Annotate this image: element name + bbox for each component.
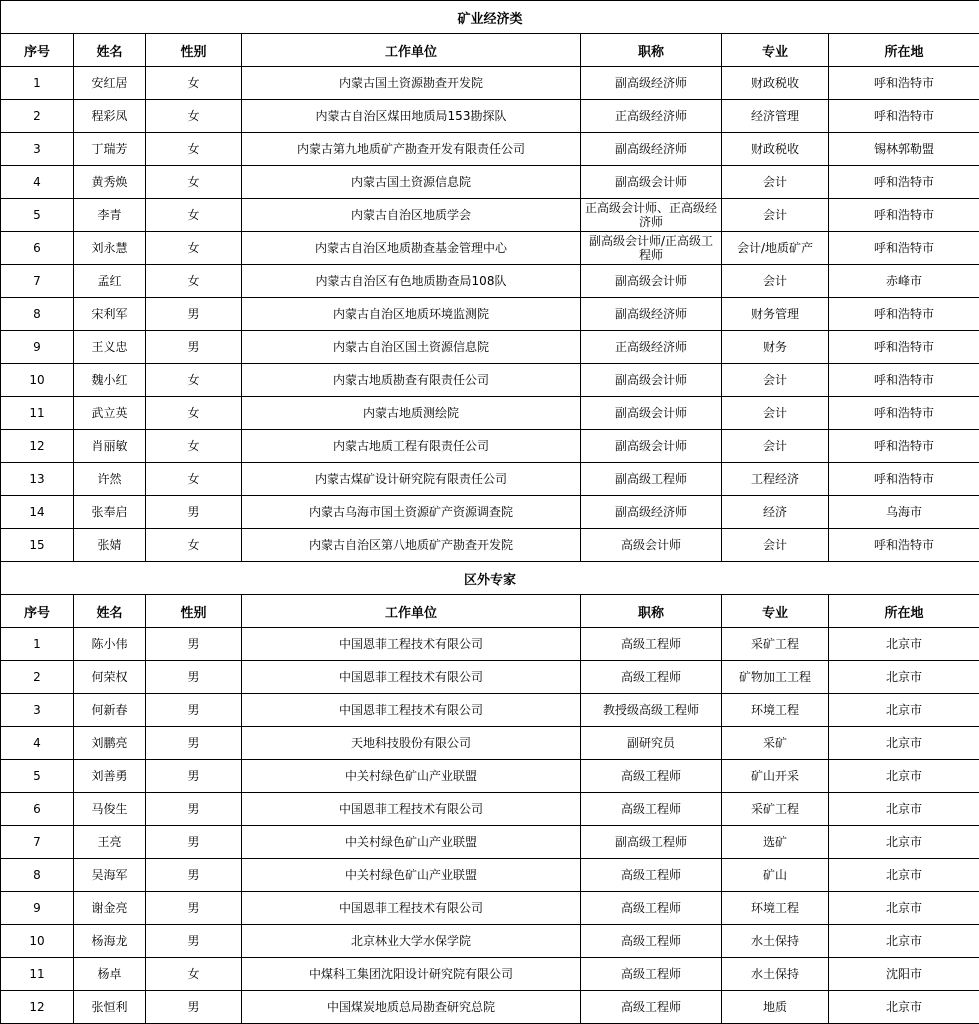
cell-col-workplace: 中关村绿色矿山产业联盟	[242, 760, 581, 793]
cell-col-name: 何新春	[74, 694, 146, 727]
cell-col-specialty: 环境工程	[722, 892, 829, 925]
header-col-gender: 性别	[146, 595, 242, 628]
cell-col-title: 高级工程师	[581, 892, 722, 925]
cell-col-title: 副高级经济师	[581, 298, 722, 331]
cell-col-gender: 男	[146, 760, 242, 793]
cell-col-location: 呼和浩特市	[829, 463, 979, 496]
cell-col-title: 副高级会计师	[581, 166, 722, 199]
cell-col-workplace: 内蒙古国土资源信息院	[242, 166, 581, 199]
external-experts-title-row	[1, 562, 979, 595]
cell-col-workplace: 中关村绿色矿山产业联盟	[242, 826, 581, 859]
cell-col-location: 呼和浩特市	[829, 397, 979, 430]
external-experts-table-row	[1, 793, 979, 826]
cell-col-gender: 男	[146, 925, 242, 958]
cell-col-specialty: 矿物加工工程	[722, 661, 829, 694]
cell-col-name: 陈小伟	[74, 628, 146, 661]
cell-col-name: 肖丽敏	[74, 430, 146, 463]
cell-col-name: 孟红	[74, 265, 146, 298]
cell-col-workplace: 中国恩菲工程技术有限公司	[242, 661, 581, 694]
cell-col-title: 副高级会计师/正高级工程师	[581, 232, 722, 265]
cell-col-specialty: 矿山开采	[722, 760, 829, 793]
cell-col-title: 副高级经济师	[581, 496, 722, 529]
header-col-gender: 性别	[146, 34, 242, 67]
cell-col-name: 安红居	[74, 67, 146, 100]
external-experts-header-row	[1, 595, 979, 628]
cell-col-workplace: 内蒙古自治区有色地质勘查局108队	[242, 265, 581, 298]
cell-col-title: 副高级会计师	[581, 430, 722, 463]
cell-col-location: 乌海市	[829, 496, 979, 529]
mining-economics-table-row	[1, 232, 979, 265]
header-col-title: 职称	[581, 595, 722, 628]
cell-col-title: 高级会计师	[581, 529, 722, 562]
external-experts-table-row	[1, 727, 979, 760]
cell-col-location: 北京市	[829, 826, 979, 859]
cell-col-index: 2	[1, 661, 74, 694]
cell-col-gender: 女	[146, 265, 242, 298]
cell-col-specialty: 环境工程	[722, 694, 829, 727]
cell-col-index: 1	[1, 67, 74, 100]
cell-col-specialty: 财务管理	[722, 298, 829, 331]
cell-col-specialty: 选矿	[722, 826, 829, 859]
mining-economics-table-row	[1, 298, 979, 331]
external-experts-table-row	[1, 991, 979, 1024]
cell-col-title: 高级工程师	[581, 991, 722, 1024]
cell-col-location: 北京市	[829, 859, 979, 892]
cell-col-index: 8	[1, 298, 74, 331]
header-col-name: 姓名	[74, 595, 146, 628]
cell-col-name: 吴海军	[74, 859, 146, 892]
cell-col-gender: 女	[146, 397, 242, 430]
cell-col-gender: 女	[146, 463, 242, 496]
external-experts-title: 区外专家	[1, 562, 979, 595]
cell-col-specialty: 会计	[722, 199, 829, 232]
mining-economics-table-row	[1, 166, 979, 199]
cell-col-gender: 男	[146, 859, 242, 892]
cell-col-specialty: 会计	[722, 364, 829, 397]
cell-col-gender: 男	[146, 727, 242, 760]
mining-economics-table-row	[1, 67, 979, 100]
cell-col-title: 高级工程师	[581, 760, 722, 793]
cell-col-gender: 女	[146, 67, 242, 100]
cell-col-name: 谢金亮	[74, 892, 146, 925]
header-col-specialty: 专业	[722, 34, 829, 67]
cell-col-specialty: 水土保持	[722, 925, 829, 958]
cell-col-specialty: 矿山	[722, 859, 829, 892]
mining-economics-table-row	[1, 265, 979, 298]
cell-col-specialty: 会计/地质矿产	[722, 232, 829, 265]
cell-col-name: 王亮	[74, 826, 146, 859]
cell-col-location: 呼和浩特市	[829, 67, 979, 100]
cell-col-name: 程彩凤	[74, 100, 146, 133]
cell-col-specialty: 采矿工程	[722, 793, 829, 826]
cell-col-workplace: 内蒙古煤矿设计研究院有限责任公司	[242, 463, 581, 496]
cell-col-title: 副高级经济师	[581, 133, 722, 166]
cell-col-index: 4	[1, 166, 74, 199]
mining-economics-header-row	[1, 34, 979, 67]
cell-col-location: 北京市	[829, 760, 979, 793]
cell-col-name: 刘鹏亮	[74, 727, 146, 760]
header-col-index: 序号	[1, 595, 74, 628]
cell-col-index: 7	[1, 265, 74, 298]
external-experts-table-row	[1, 925, 979, 958]
cell-col-location: 呼和浩特市	[829, 100, 979, 133]
cell-col-workplace: 中国煤炭地质总局勘查研究总院	[242, 991, 581, 1024]
header-col-workplace: 工作单位	[242, 34, 581, 67]
cell-col-location: 呼和浩特市	[829, 166, 979, 199]
cell-col-name: 魏小红	[74, 364, 146, 397]
cell-col-gender: 男	[146, 496, 242, 529]
cell-col-name: 杨海龙	[74, 925, 146, 958]
cell-col-gender: 男	[146, 826, 242, 859]
cell-col-specialty: 会计	[722, 397, 829, 430]
cell-col-workplace: 中国恩菲工程技术有限公司	[242, 892, 581, 925]
cell-col-index: 8	[1, 859, 74, 892]
cell-col-name: 张婧	[74, 529, 146, 562]
cell-col-index: 15	[1, 529, 74, 562]
header-col-location: 所在地	[829, 595, 979, 628]
cell-col-location: 北京市	[829, 628, 979, 661]
cell-col-workplace: 北京林业大学水保学院	[242, 925, 581, 958]
cell-col-index: 3	[1, 694, 74, 727]
cell-col-location: 北京市	[829, 661, 979, 694]
cell-col-index: 4	[1, 727, 74, 760]
cell-col-title: 副高级工程师	[581, 826, 722, 859]
cell-col-workplace: 中关村绿色矿山产业联盟	[242, 859, 581, 892]
cell-col-index: 6	[1, 232, 74, 265]
cell-col-location: 呼和浩特市	[829, 199, 979, 232]
cell-col-gender: 男	[146, 793, 242, 826]
mining-economics-title-row	[1, 1, 979, 34]
cell-col-specialty: 地质	[722, 991, 829, 1024]
header-col-workplace: 工作单位	[242, 595, 581, 628]
cell-col-specialty: 会计	[722, 430, 829, 463]
cell-col-workplace: 内蒙古自治区地质学会	[242, 199, 581, 232]
cell-col-index: 7	[1, 826, 74, 859]
cell-col-specialty: 会计	[722, 265, 829, 298]
cell-col-index: 6	[1, 793, 74, 826]
cell-col-gender: 女	[146, 529, 242, 562]
cell-col-specialty: 会计	[722, 529, 829, 562]
cell-col-workplace: 天地科技股份有限公司	[242, 727, 581, 760]
cell-col-name: 李青	[74, 199, 146, 232]
mining-economics-table-row	[1, 430, 979, 463]
cell-col-location: 呼和浩特市	[829, 232, 979, 265]
cell-col-index: 10	[1, 925, 74, 958]
cell-col-gender: 女	[146, 166, 242, 199]
cell-col-name: 丁瑞芳	[74, 133, 146, 166]
header-col-title: 职称	[581, 34, 722, 67]
cell-col-specialty: 财政税收	[722, 67, 829, 100]
mining-economics-title: 矿业经济类	[1, 1, 979, 34]
cell-col-name: 刘善勇	[74, 760, 146, 793]
cell-col-title: 副研究员	[581, 727, 722, 760]
cell-col-workplace: 内蒙古自治区地质勘查基金管理中心	[242, 232, 581, 265]
cell-col-specialty: 采矿工程	[722, 628, 829, 661]
cell-col-workplace: 内蒙古自治区第八地质矿产勘查开发院	[242, 529, 581, 562]
cell-col-title: 教授级高级工程师	[581, 694, 722, 727]
cell-col-gender: 女	[146, 199, 242, 232]
cell-col-name: 张恒利	[74, 991, 146, 1024]
cell-col-workplace: 内蒙古地质工程有限责任公司	[242, 430, 581, 463]
cell-col-index: 1	[1, 628, 74, 661]
cell-col-specialty: 采矿	[722, 727, 829, 760]
cell-col-name: 刘永慧	[74, 232, 146, 265]
cell-col-index: 5	[1, 199, 74, 232]
cell-col-workplace: 中国恩菲工程技术有限公司	[242, 694, 581, 727]
cell-col-location: 呼和浩特市	[829, 331, 979, 364]
cell-col-location: 北京市	[829, 925, 979, 958]
cell-col-location: 呼和浩特市	[829, 364, 979, 397]
cell-col-title: 副高级工程师	[581, 463, 722, 496]
cell-col-title: 副高级会计师	[581, 265, 722, 298]
cell-col-title: 副高级会计师	[581, 397, 722, 430]
cell-col-location: 呼和浩特市	[829, 298, 979, 331]
cell-col-gender: 男	[146, 298, 242, 331]
cell-col-gender: 女	[146, 430, 242, 463]
cell-col-specialty: 财务	[722, 331, 829, 364]
cell-col-index: 2	[1, 100, 74, 133]
cell-col-index: 3	[1, 133, 74, 166]
cell-col-index: 12	[1, 430, 74, 463]
cell-col-name: 宋利军	[74, 298, 146, 331]
cell-col-workplace: 中国恩菲工程技术有限公司	[242, 793, 581, 826]
mining-economics-table-row	[1, 529, 979, 562]
cell-col-name: 王义忠	[74, 331, 146, 364]
cell-col-workplace: 内蒙古国土资源勘查开发院	[242, 67, 581, 100]
cell-col-name: 马俊生	[74, 793, 146, 826]
mining-economics-table-row	[1, 463, 979, 496]
mining-economics-table-row	[1, 364, 979, 397]
external-experts-table-row	[1, 628, 979, 661]
external-experts-table-row	[1, 826, 979, 859]
cell-col-specialty: 工程经济	[722, 463, 829, 496]
cell-col-workplace: 内蒙古自治区地质环境监测院	[242, 298, 581, 331]
cell-col-workplace: 内蒙古地质勘查有限责任公司	[242, 364, 581, 397]
mining-economics-table-row	[1, 331, 979, 364]
cell-col-workplace: 内蒙古乌海市国土资源矿产资源调查院	[242, 496, 581, 529]
cell-col-index: 9	[1, 892, 74, 925]
mining-economics-table-row	[1, 133, 979, 166]
cell-col-gender: 男	[146, 661, 242, 694]
cell-col-title: 副高级会计师	[581, 364, 722, 397]
mining-economics-table-row	[1, 496, 979, 529]
cell-col-index: 11	[1, 397, 74, 430]
cell-col-location: 北京市	[829, 793, 979, 826]
cell-col-index: 12	[1, 991, 74, 1024]
cell-col-gender: 女	[146, 364, 242, 397]
header-col-location: 所在地	[829, 34, 979, 67]
external-experts-table-row	[1, 694, 979, 727]
cell-col-workplace: 内蒙古地质测绘院	[242, 397, 581, 430]
cell-col-index: 13	[1, 463, 74, 496]
cell-col-location: 北京市	[829, 727, 979, 760]
cell-col-gender: 女	[146, 232, 242, 265]
external-experts-table-row	[1, 892, 979, 925]
cell-col-index: 10	[1, 364, 74, 397]
cell-col-workplace: 中煤科工集团沈阳设计研究院有限公司	[242, 958, 581, 991]
cell-col-specialty: 财政税收	[722, 133, 829, 166]
cell-col-location: 北京市	[829, 892, 979, 925]
cell-col-title: 高级工程师	[581, 793, 722, 826]
cell-col-workplace: 内蒙古自治区煤田地质局153勘探队	[242, 100, 581, 133]
cell-col-index: 14	[1, 496, 74, 529]
cell-col-name: 张奉启	[74, 496, 146, 529]
cell-col-index: 9	[1, 331, 74, 364]
cell-col-name: 黄秀焕	[74, 166, 146, 199]
cell-col-index: 11	[1, 958, 74, 991]
mining-economics-table-row	[1, 397, 979, 430]
cell-col-index: 5	[1, 760, 74, 793]
cell-col-location: 沈阳市	[829, 958, 979, 991]
cell-col-title: 高级工程师	[581, 628, 722, 661]
cell-col-gender: 男	[146, 331, 242, 364]
cell-col-gender: 女	[146, 100, 242, 133]
cell-col-specialty: 经济管理	[722, 100, 829, 133]
cell-col-title: 正高级经济师	[581, 331, 722, 364]
cell-col-title: 高级工程师	[581, 958, 722, 991]
cell-col-name: 杨卓	[74, 958, 146, 991]
cell-col-gender: 女	[146, 958, 242, 991]
cell-col-specialty: 会计	[722, 166, 829, 199]
cell-col-gender: 男	[146, 892, 242, 925]
cell-col-specialty: 水土保持	[722, 958, 829, 991]
cell-col-title: 高级工程师	[581, 925, 722, 958]
cell-col-location: 北京市	[829, 694, 979, 727]
cell-col-gender: 男	[146, 991, 242, 1024]
external-experts-table-row	[1, 661, 979, 694]
cell-col-gender: 男	[146, 694, 242, 727]
cell-col-gender: 女	[146, 133, 242, 166]
external-experts-table-row	[1, 760, 979, 793]
cell-col-name: 许然	[74, 463, 146, 496]
cell-col-location: 赤峰市	[829, 265, 979, 298]
header-col-name: 姓名	[74, 34, 146, 67]
cell-col-gender: 男	[146, 628, 242, 661]
cell-col-workplace: 内蒙古第九地质矿产勘查开发有限责任公司	[242, 133, 581, 166]
cell-col-location: 呼和浩特市	[829, 430, 979, 463]
cell-col-name: 何荣权	[74, 661, 146, 694]
cell-col-specialty: 经济	[722, 496, 829, 529]
cell-col-title: 正高级会计师、正高级经济师	[581, 199, 722, 232]
cell-col-title: 正高级经济师	[581, 100, 722, 133]
external-experts-table-row	[1, 859, 979, 892]
cell-col-title: 高级工程师	[581, 859, 722, 892]
cell-col-location: 锡林郭勒盟	[829, 133, 979, 166]
header-col-specialty: 专业	[722, 595, 829, 628]
cell-col-location: 北京市	[829, 991, 979, 1024]
cell-col-title: 高级工程师	[581, 661, 722, 694]
cell-col-workplace: 内蒙古自治区国土资源信息院	[242, 331, 581, 364]
mining-economics-table-row	[1, 100, 979, 133]
cell-col-workplace: 中国恩菲工程技术有限公司	[242, 628, 581, 661]
cell-col-location: 呼和浩特市	[829, 529, 979, 562]
mining-economics-table-row	[1, 199, 979, 232]
cell-col-title: 副高级经济师	[581, 67, 722, 100]
external-experts-table-row	[1, 958, 979, 991]
cell-col-name: 武立英	[74, 397, 146, 430]
header-col-index: 序号	[1, 34, 74, 67]
